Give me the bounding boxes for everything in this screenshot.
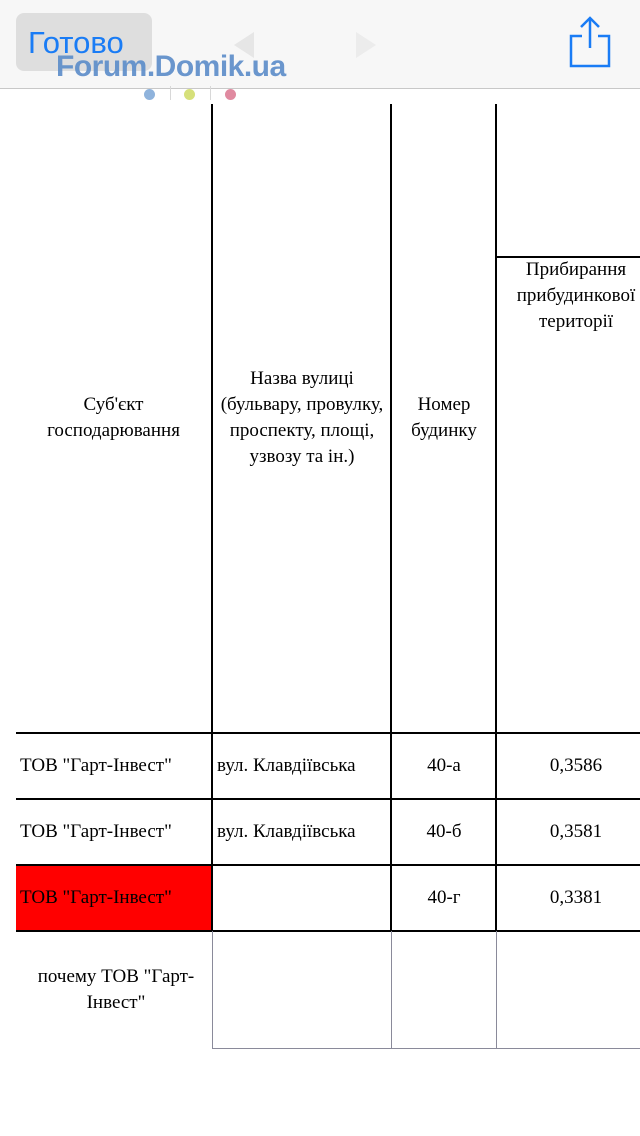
grid-line bbox=[211, 104, 213, 932]
watermark-logo: Forum.Domik.ua bbox=[56, 50, 286, 83]
grid-line bbox=[212, 1048, 640, 1049]
viewer-toolbar bbox=[0, 0, 640, 89]
grid-line bbox=[391, 931, 392, 1049]
row1-street: вул. Клавдіївська bbox=[217, 755, 356, 776]
header-house: Номер будинку bbox=[411, 394, 477, 441]
row3-street bbox=[214, 866, 390, 930]
grid-line bbox=[16, 930, 640, 932]
row3-house: 40-г bbox=[427, 887, 461, 908]
note-text: почему ТОВ "Гарт-Інвест" bbox=[37, 966, 195, 1013]
done-button[interactable]: Готово bbox=[16, 13, 152, 71]
row2-subject: ТОВ "Гарт-Інвест" bbox=[20, 821, 172, 842]
row1-house: 40-а bbox=[427, 755, 461, 776]
row1-subject: ТОВ "Гарт-Інвест" bbox=[20, 755, 172, 776]
header-cleaning: Прибирання прибудинкової території bbox=[516, 259, 636, 332]
grid-line bbox=[495, 104, 497, 932]
row2-value: 0,3581 bbox=[549, 821, 603, 842]
row3-value: 0,3381 bbox=[549, 887, 603, 908]
header-street: Назва вулиці (бульвару, провулку, проспекту, площі, узвозу та ін.) bbox=[220, 368, 384, 467]
row2-street: вул. Клавдіївська bbox=[217, 821, 356, 842]
chevron-right-icon[interactable] bbox=[352, 30, 380, 60]
grid-line bbox=[390, 104, 392, 932]
grid-line bbox=[496, 931, 497, 1049]
watermark-dot bbox=[144, 89, 155, 100]
row2-house: 40-б bbox=[426, 821, 462, 842]
watermark-dot bbox=[225, 89, 236, 100]
watermark-dot bbox=[184, 89, 195, 100]
divider bbox=[210, 86, 211, 100]
row1-value: 0,3586 bbox=[549, 755, 603, 776]
divider bbox=[170, 86, 171, 100]
share-icon[interactable] bbox=[568, 14, 612, 70]
header-subject: Суб'єкт господарювання bbox=[47, 394, 180, 441]
row3-subject: ТОВ "Гарт-Інвест" bbox=[20, 887, 172, 908]
